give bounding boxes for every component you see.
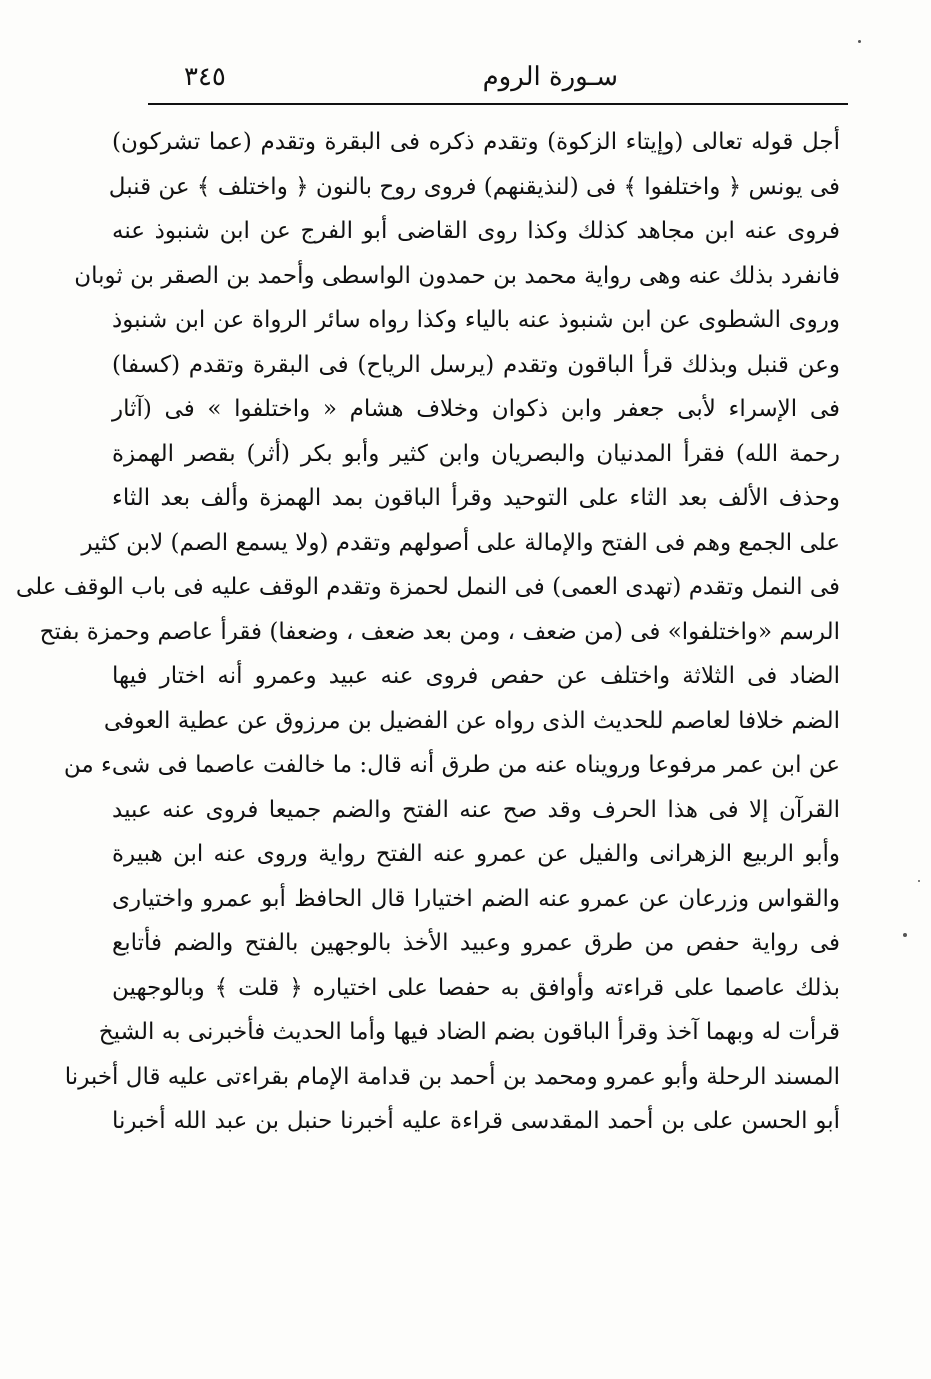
header-rule (148, 103, 848, 105)
text-line-13: الضاد فى الثلاثة واختلف عن حفص فروى عنه عبيد وعمرو أنه اختار فيها (112, 663, 840, 689)
text-line-23: أبو الحسن على بن أحمد المقدسى قراءة عليه أخبرنا حنبل بن عبد الله أخبرنا (112, 1108, 840, 1134)
scan-speck (858, 40, 861, 43)
page-number: ٣٤٥ (184, 62, 226, 92)
text-line-12: الرسم «واختلفوا» فى (من ضعف ، ومن بعد ضعف ، وضعفا) فقرأ عاصم وحمزة بفتح (39, 618, 840, 645)
text-line-10: على الجمع وهم فى الفتح والإمالة على أصولهم وتقدم (ولا يسمع الصم) لابن كثير (81, 529, 840, 556)
text-line-16: القرآن إلا فى هذا الحرف وقد صح عنه الفتح والضم جميعا فروى عنه عبيد (112, 796, 840, 823)
text-line-9: وحذف الألف بعد الثاء على التوحيد وقرأ الباقون بمد الهمزة وألف بعد الثاء (112, 485, 840, 511)
text-line-1: أجل قوله تعالى (وإيتاء الزكوة) وتقدم ذكره فى البقرة وتقدم (عما تشركون) (112, 129, 840, 155)
text-line-4: فانفرد بذلك عنه وهى رواية محمد بن حمدون الواسطى وأحمد بن الصقر بن ثوبان (74, 262, 840, 289)
text-line-2: فى يونس ﴿ واختلفوا ﴾ فى (لنذيقنهم) فروى روح بالنون ﴿ واختلف ﴾ عن قنبل (108, 173, 840, 200)
text-line-22: المسند الرحلة وأبو عمرو ومحمد بن أحمد بن قدامة الإمام بقراءتى عليه قال أخبرنا (64, 1063, 840, 1090)
running-title: سـورة الروم (482, 62, 618, 92)
text-line-18: والقواس وزرعان عن عمرو عنه الضم اختيارا قال الحافظ أبو عمرو واختيارى (112, 885, 840, 912)
text-line-5: وروى الشطوى عن ابن شنبوذ عنه بالياء وكذا رواه سائر الرواة عن ابن شنبوذ (112, 307, 840, 333)
text-line-8: رحمة الله) فقرأ المدنيان والبصريان وابن كثير وأبو بكر (أثر) بقصر الهمزة (112, 440, 840, 467)
text-line-7: فى الإسراء لأبى جعفر وابن ذكوان وخلاف هشام « واختلفوا » فى (آثار (112, 396, 840, 422)
text-line-15: عن ابن عمر مرفوعا ورويناه عنه من طرق أنه قال: ما خالفت عاصما فى شىء من (63, 752, 840, 778)
page-header (148, 58, 848, 102)
scan-speck (918, 880, 920, 882)
scan-speck (903, 933, 907, 937)
text-line-3: فروى عنه ابن مجاهد كذلك وكذا روى القاضى أبو الفرج عن ابن شنبوذ عنه (112, 218, 840, 244)
text-line-21: قرأت له وبهما آخذ وقرأ الباقون بضم الضاد فيها وأما الحديث فأخبرنى به الشيخ (98, 1019, 840, 1045)
text-line-19: فى رواية حفص من طرق عمرو وعبيد الأخذ بالوجهين بالفتح والضم فأتابع (112, 930, 840, 956)
text-line-11: فى النمل وتقدم (تهدى العمى) فى النمل لحمزة وتقدم الوقف عليه فى باب الوقف على (15, 574, 840, 600)
text-line-20: بذلك عاصما على قراءته وأوافق به حفصا على اختياره ﴿ قلت ﴾ وبالوجهين (112, 974, 840, 1001)
main-text (15, 120, 840, 1144)
text-line-17: وأبو الربيع الزهرانى والفيل عن عمرو عنه الفتح رواية وروى عنه ابن هبيرة (112, 841, 840, 867)
text-line-6: وعن قنبل وبذلك قرأ الباقون وتقدم (يرسل الرياح) فى البقرة وتقدم (كسفا) (112, 351, 840, 378)
text-line-14: الضم خلافا لعاصم للحديث الذى رواه عن الفضيل بن مرزوق عن عطية العوفى (103, 707, 840, 734)
